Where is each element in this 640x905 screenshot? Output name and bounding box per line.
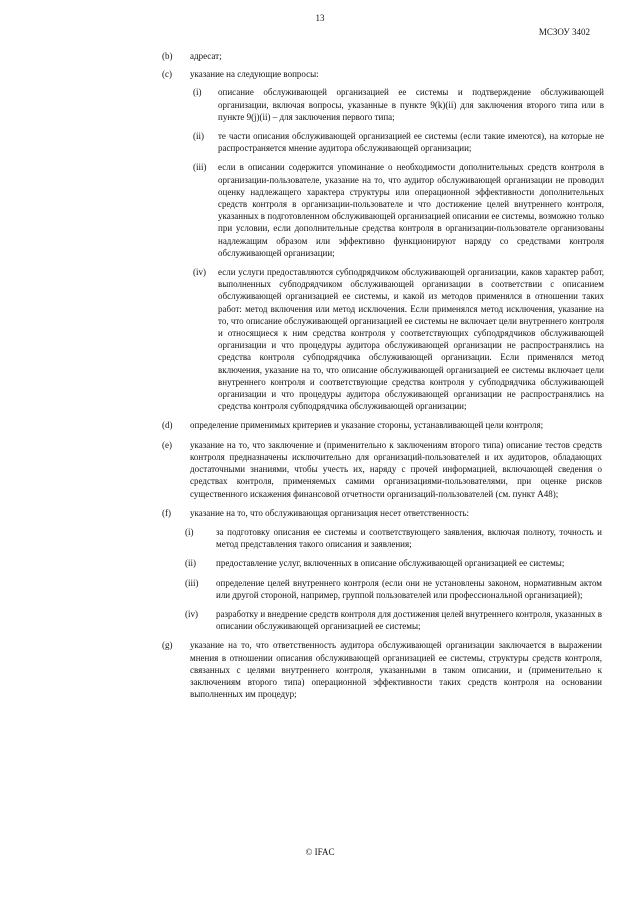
item-text: определение применимых критериев и указание стороны, устанавливающей цели контроля; xyxy=(190,420,544,431)
list-item-f-iv xyxy=(185,608,602,632)
item-label: (i) xyxy=(185,526,194,537)
item-text: если в описании содержится упоминание о необходимости дополнительных средств контроля в организации-пользователе, указание на то, что аудитор обслуживающей организации не проводил оценку надлежащего характера структуры или операционной эффективности дополнительных средств контроля в организации-пользователе и что достижение целей внутреннего контроля, указанных в подготовленном обслуживающей организацией описании ее системы, возможно только при условии, если дополнительные средства контроля в организации-пользователе организованы надлежащим образом или эффективно функционируют наряду со средствами контроля обслуживающей организации; xyxy=(218,162,604,258)
footer-copyright: © IFAC xyxy=(305,847,335,857)
list-item-f-i xyxy=(185,526,602,550)
item-label: (iii) xyxy=(193,162,207,173)
item-label: (iv) xyxy=(185,608,198,619)
item-label: (f) xyxy=(162,507,171,518)
list-item-e xyxy=(162,439,602,500)
list-item-d xyxy=(162,419,602,431)
item-text: указание на то, что заключение и (применительно к заключениям второго типа) описание тестов средств контроля предназначены исключительно для организаций-пользователей и их аудиторов, обладающих достаточными знаниями, чтобы учесть их, наряду с прочей информацией, включающей сведения о средствах контроля, применяемых самими организациями-пользователями, при оценке рисков существенного искажения финансовой отчетности организаций-пользователей (см. пункт А48); xyxy=(190,439,602,499)
list-item-f-iii xyxy=(185,577,602,601)
item-text: предоставление услуг, включенных в описание обслуживающей организацией ее системы; xyxy=(216,558,565,569)
page-content xyxy=(0,50,640,707)
list-item-f xyxy=(162,507,602,519)
list-item-c xyxy=(162,68,602,80)
list-item-f-ii xyxy=(185,557,602,569)
item-text: определение целей внутреннего контроля (если они не установлены законом, нормативным актом или другой стороной, например, группой пользователей или профессиональной организацией); xyxy=(216,577,602,600)
list-item-b xyxy=(162,50,602,62)
item-text: если услуги предоставляются субподрядчиком обслуживающей организации, каков характер работ, выполненных субподрядчиком обслуживающей организации в соответствии с описанием обслуживающей организацией ее системы, и какой из методов применялся в отношении таких работ: метод включения или метод исключения. Если применялся метод исключения, указание на то, что описание обслуживающей организацией ее системы не включает цели внутреннего контроля и относящиеся к ним средства контроля у соответствующих субподрядчиков обслуживающей организации и что процедуры аудитора обслуживающей организации не распространялись на средства контроля субподрядчика обслуживающей организации. Если применялся метод включения, указание на то, что описание обслуживающей организацией ее системы включает цели внутреннего контроля и соответствующие средства контроля у субподрядчика обслуживающей организации и что процедуры аудитора обслуживающей организации не распространялись на средства контроля субподрядчика обслуживающей организации; xyxy=(218,267,604,412)
item-label: (b) xyxy=(162,51,173,61)
item-label: (i) xyxy=(193,87,202,98)
item-text: те части описания обслуживающей организацией ее системы (если такие имеются), на которые не распространяется мнение аудитора обслуживающей организации; xyxy=(218,131,604,154)
list-item-g xyxy=(162,639,602,700)
document-code: МСЗОУ 3402 xyxy=(538,27,590,37)
item-text: указание на то, что ответственность аудитора обслуживающей организации заключается в выражении мнения в отношении описания обслуживающей организацией ее системы, структуры средств контроля, связанных с целями внутреннего контроля, указанными в таком описании, и (применительно к заключениям второго типа) операционной эффективности таких средств контроля на основании выполненных им процедур; xyxy=(190,640,602,700)
item-label: (d) xyxy=(162,420,173,431)
item-label: (ii) xyxy=(193,131,204,142)
item-text: адресат; xyxy=(190,51,222,61)
item-label: (e) xyxy=(162,439,172,450)
list-item-c-i xyxy=(193,86,604,123)
list-item-c-iii xyxy=(193,161,604,259)
item-label: (g) xyxy=(162,640,173,651)
item-label: (iv) xyxy=(193,267,206,278)
page-number: 13 xyxy=(315,13,325,23)
item-text: указание на следующие вопросы: xyxy=(190,69,319,80)
list-item-c-iv xyxy=(193,266,604,412)
item-label: (iii) xyxy=(185,577,199,588)
item-text: за подготовку описания ее системы и соответствующего заявления, включая полноту, точность и метод представления такого описания и заявления; xyxy=(216,526,602,550)
item-text: описание обслуживающей организацией ее системы и подтверждение обслуживающей организации, включая вопросы, указанные в пункте 9(k)(ii) для заключения второго типа или в пункте 9(j)(ii) – для заключения первого типа; xyxy=(218,87,604,122)
item-text: разработку и внедрение средств контроля для достижения целей внутреннего контроля, указанных в описании обслуживающей организацией ее системы; xyxy=(216,608,602,632)
item-text: указание на то, что обслуживающая организация несет ответственность: xyxy=(190,507,470,518)
item-label: (c) xyxy=(162,69,172,80)
item-label: (ii) xyxy=(185,558,196,569)
list-item-c-ii xyxy=(193,130,604,154)
